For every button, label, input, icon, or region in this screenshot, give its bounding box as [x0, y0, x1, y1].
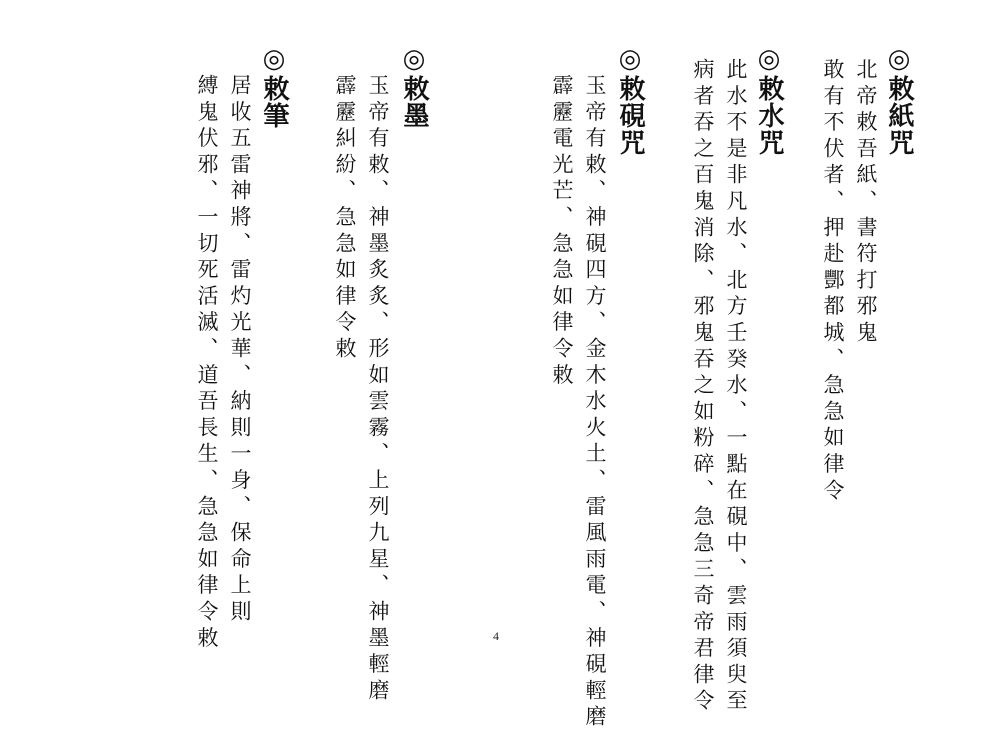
incantation-line: 居收五雷神將、雷灼光華、納則一身、保命上則 [228, 74, 252, 627]
incantation-line: 病者吞之百鬼消除、邪鬼吞之如粉碎、急急三奇帝君律令 [691, 58, 715, 716]
section-title-inkstone-incantation: ◎敕硯咒 [615, 44, 645, 156]
section-title-brush-incantation: ◎敕筆 [259, 44, 289, 129]
incantation-line: 玉帝有敕、神硯四方、金木水火土、雷風雨電、神硯輕磨 [583, 74, 607, 732]
section-title-paper-incantation: ◎敕紙咒 [884, 44, 914, 156]
incantation-line: 敢有不伏者、押赴酆都城、急急如律令 [821, 58, 845, 506]
incantation-line: 霹靂糾紛、急急如律令敕 [333, 74, 357, 364]
section-title-water-incantation: ◎敕水咒 [754, 44, 784, 156]
section-title-ink-incantation: ◎敕墨 [399, 44, 429, 129]
incantation-line: 霹靂電光芒、急急如律令敕 [550, 74, 574, 390]
incantation-line: 北帝敕吾紙、書符打邪鬼 [854, 58, 878, 348]
incantation-line: 玉帝有敕、神墨炙炙、形如雲霧、上列九星、神墨輕磨 [366, 74, 390, 706]
incantation-line: 此水不是非凡水、北方壬癸水、一點在硯中、雲雨須臾至 [724, 58, 748, 716]
page-number: 4 [493, 629, 499, 643]
incantation-line: 縛鬼伏邪、一切死活滅、道吾長生、急急如律令敕 [195, 74, 219, 653]
